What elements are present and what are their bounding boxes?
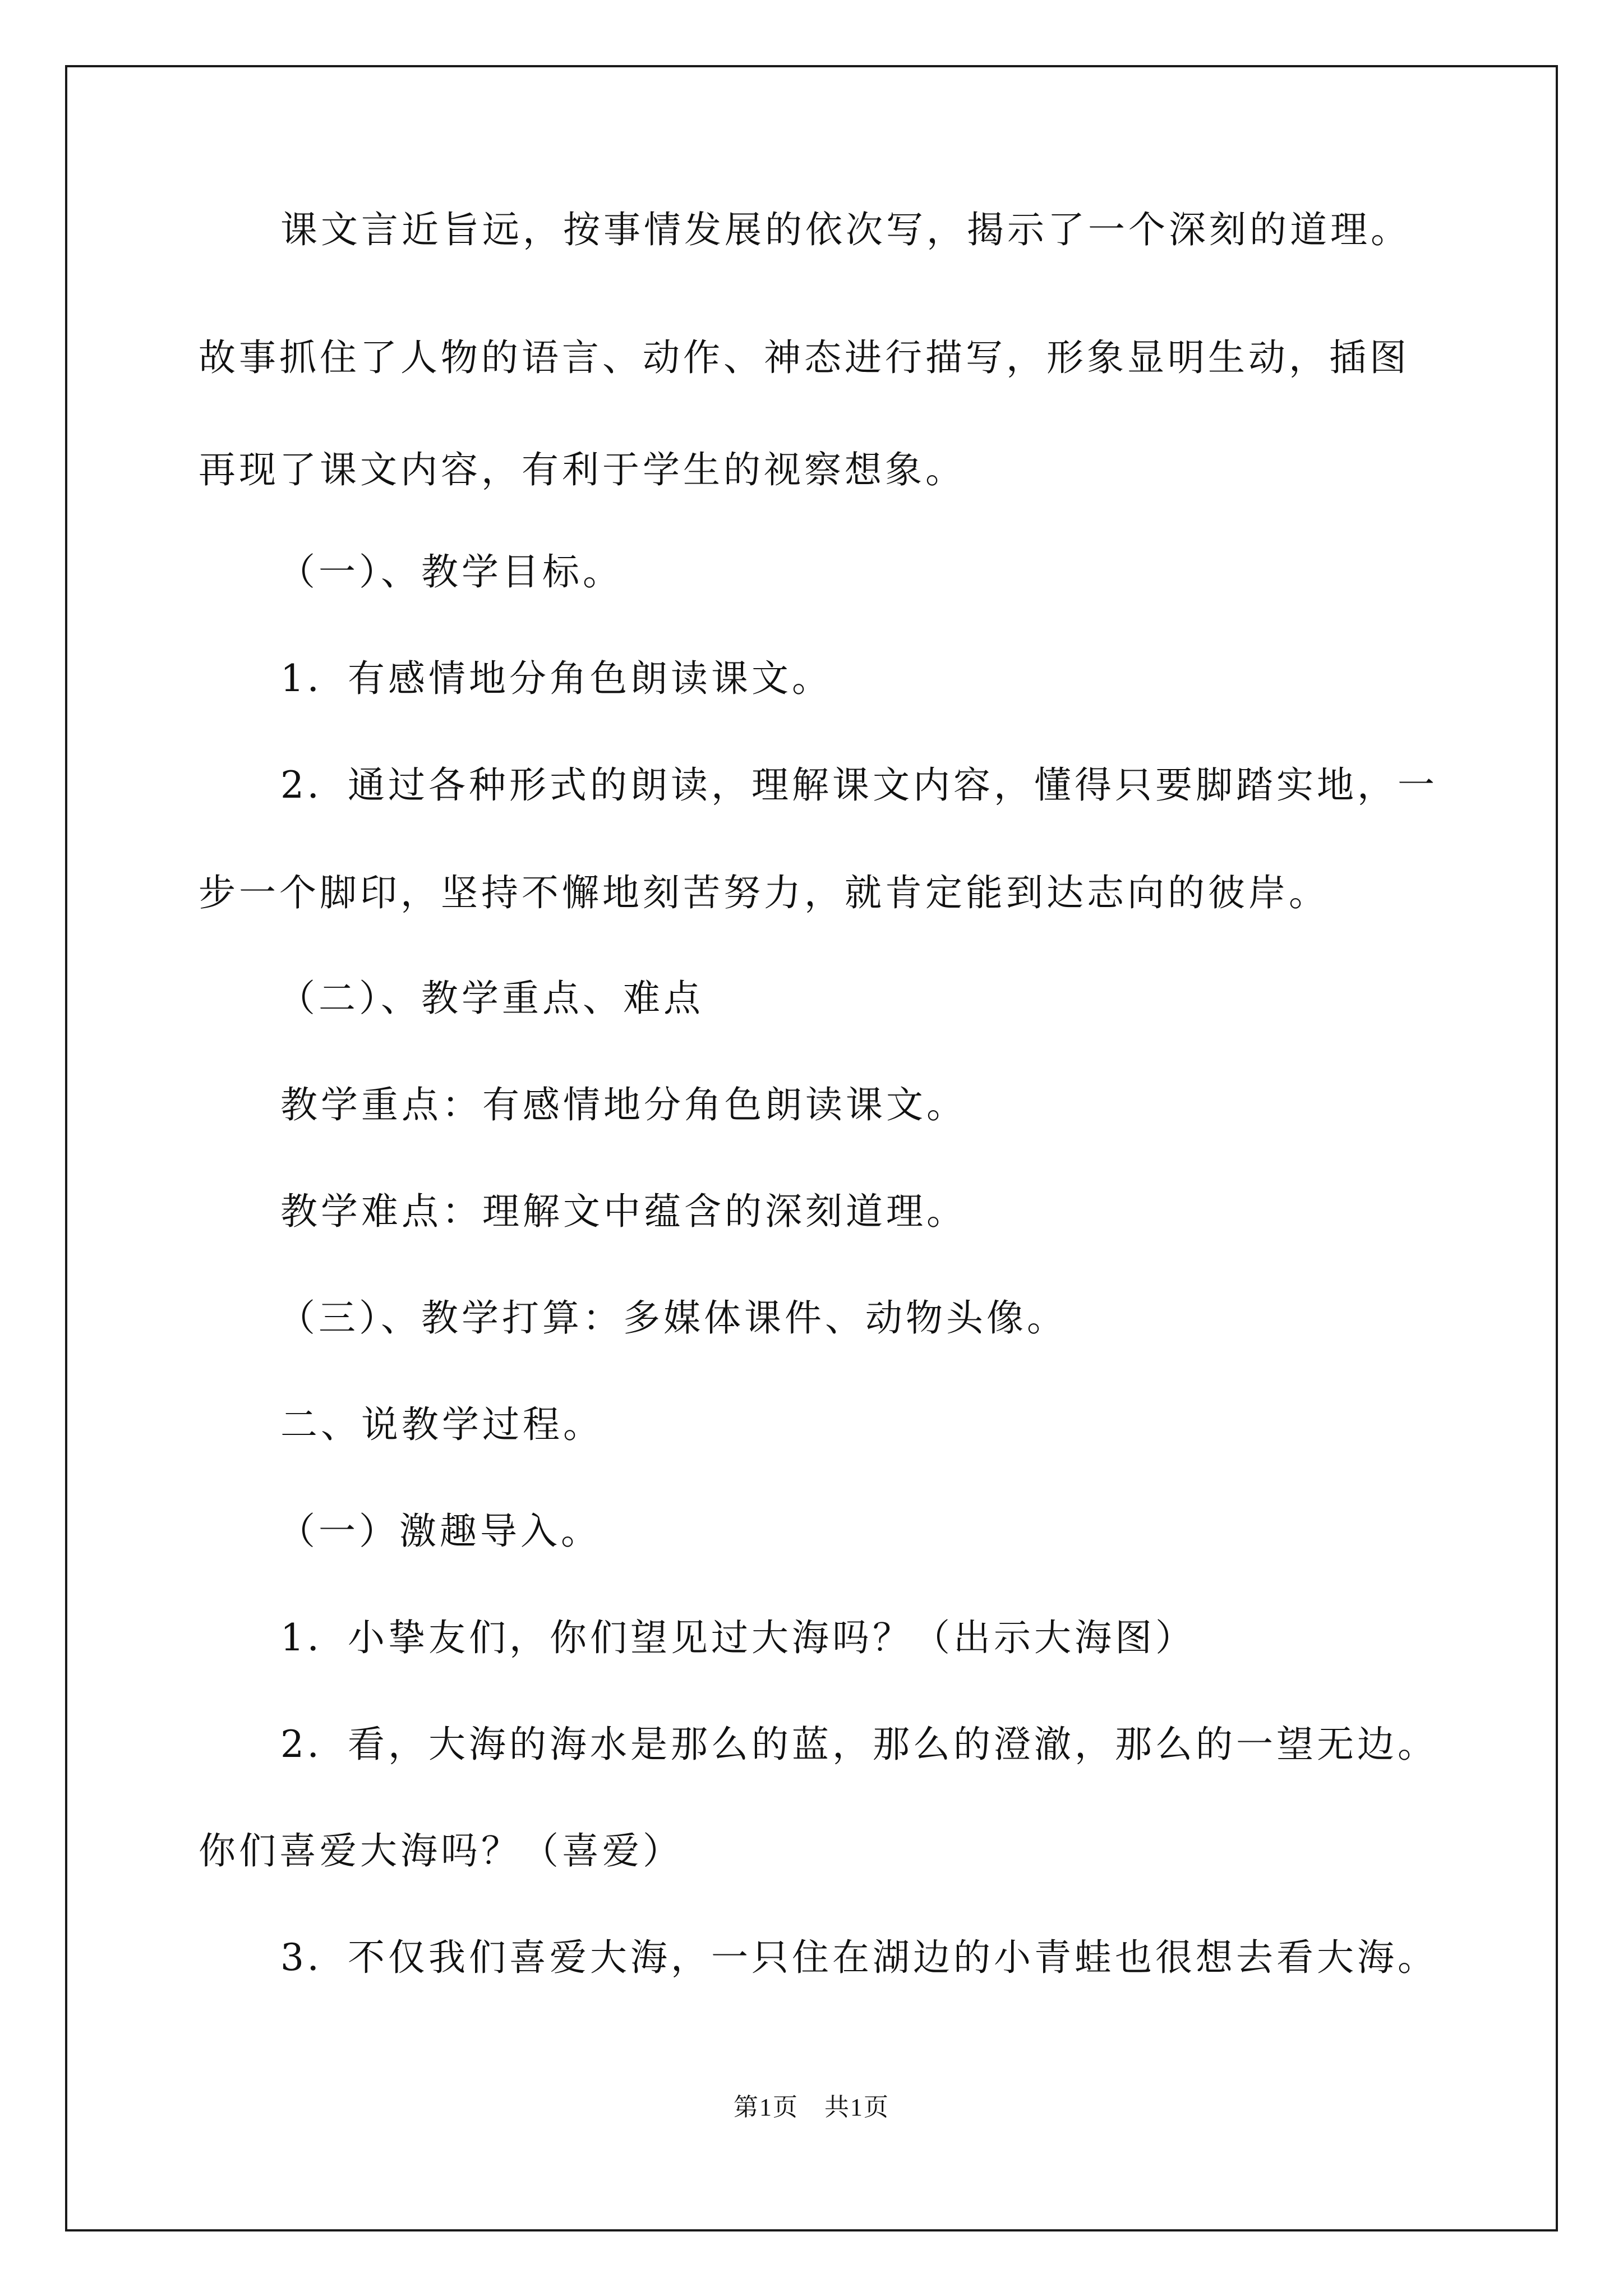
intro-item-2-line-1: 2．看，大海的海水是那么的蓝，那么的澄澈，那么的一望无边。	[280, 1723, 1438, 1766]
objective-item-2-line-1: 2．通过各种形式的朗读，理解课文内容，懂得只要脚踏实地，一	[280, 763, 1438, 807]
section-heading-process: 二、说教学过程。	[280, 1403, 603, 1446]
section-heading-objectives: （一）、教学目标。	[278, 550, 623, 593]
intro-item-1: 1．小挚友们，你们望见过大海吗？（出示大海图）	[280, 1616, 1196, 1659]
subsection-heading-intro: （一）激趣导入。	[278, 1510, 601, 1553]
paragraph-line-3: 再现了课文内容，有利于学生的视察想象。	[199, 448, 966, 491]
intro-item-3: 3．不仅我们喜爱大海，一只住在湖边的小青蛙也很想去看大海。	[280, 1936, 1438, 1979]
paragraph-line-1: 课文言近旨远，按事情发展的依次写，揭示了一个深刻的道理。	[280, 208, 1411, 251]
difficulty-line: 教学难点：理解文中蕴含的深刻道理。	[280, 1190, 967, 1233]
keypoint-line: 教学重点：有感情地分角色朗读课文。	[280, 1083, 967, 1126]
objective-item-1: 1．有感情地分角色朗读课文。	[280, 657, 832, 700]
section-heading-keypoints: （二）、教学重点、难点	[278, 977, 704, 1020]
section-heading-preparation: （三）、教学打算：多媒体课件、动物头像。	[278, 1296, 1067, 1340]
intro-item-2-line-2: 你们喜爱大海吗？（喜爱）	[199, 1829, 683, 1872]
paragraph-line-2: 故事抓住了人物的语言、动作、神态进行描写，形象显明生动，插图	[199, 336, 1410, 379]
page-number: 第1页 共1页	[734, 2093, 889, 2121]
objective-item-2-line-2: 步一个脚印，坚持不懈地刻苦努力，就肯定能到达志向的彼岸。	[199, 871, 1329, 914]
